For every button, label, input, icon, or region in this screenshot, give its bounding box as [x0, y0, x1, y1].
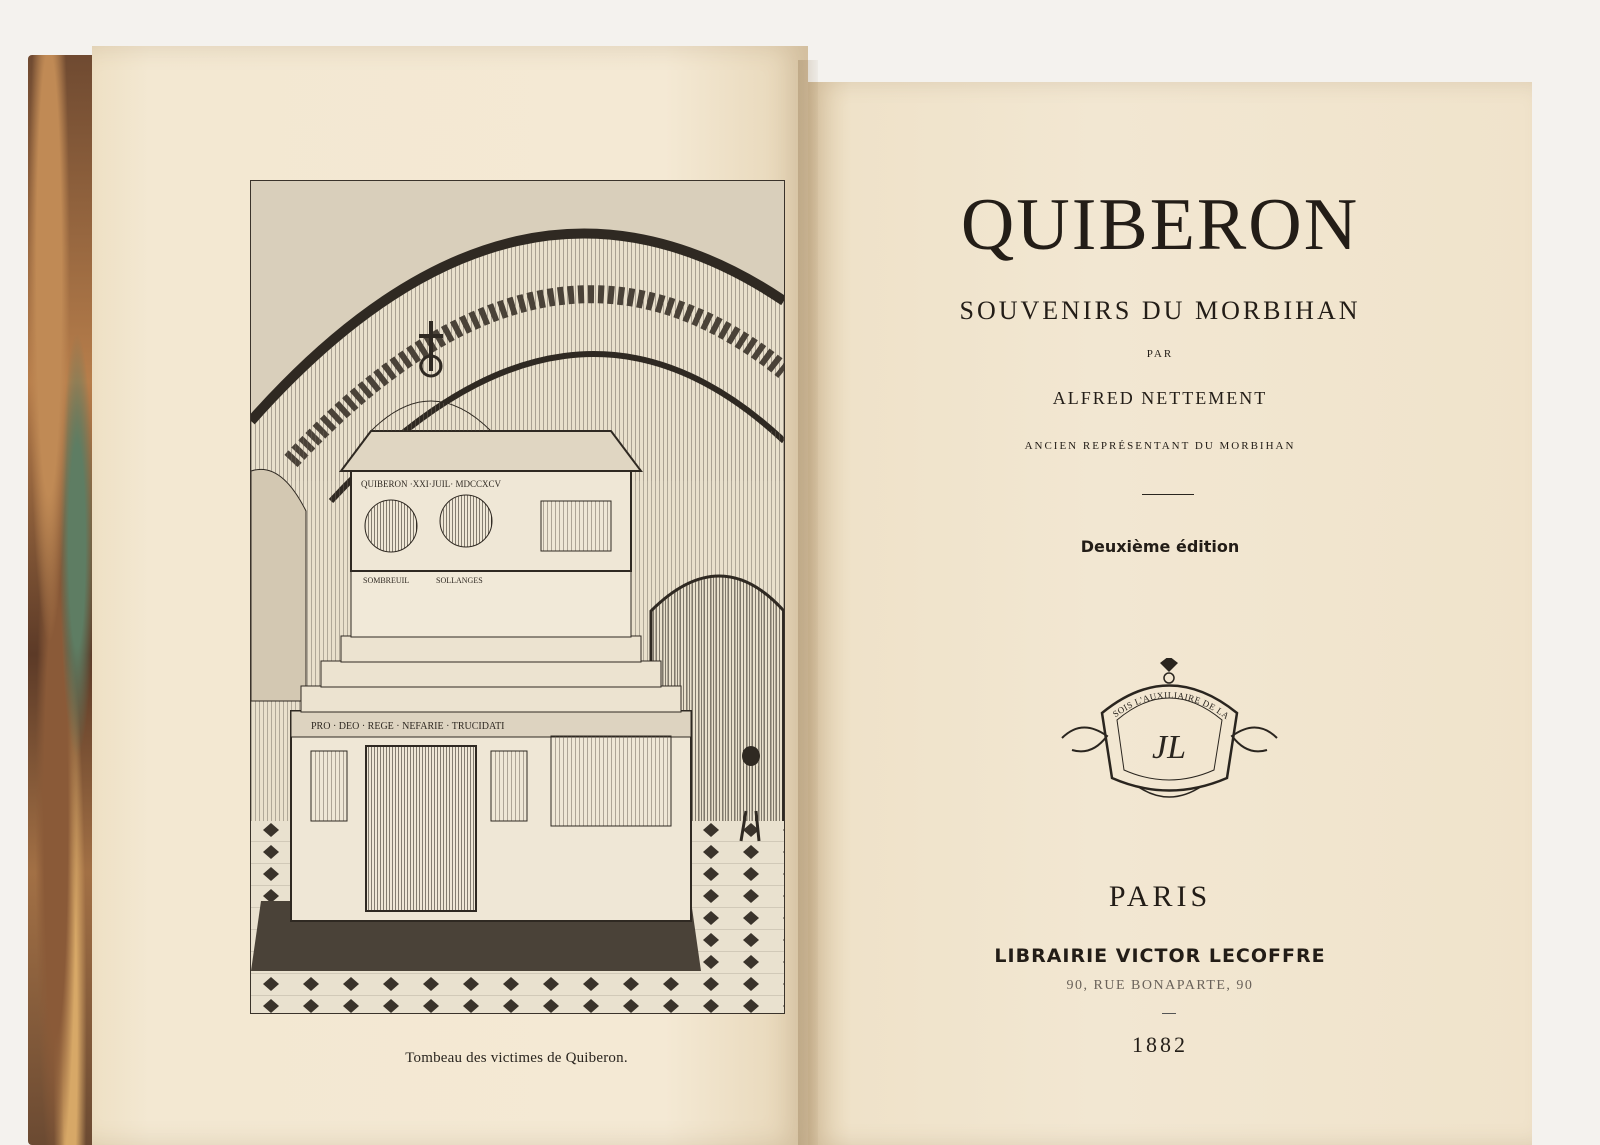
inscription-medallion-left: SOMBREUIL [363, 576, 410, 585]
edition-label: Deuxième édition [1080, 537, 1240, 556]
illustration-caption: Tombeau des victimes de Quiberon. [405, 1050, 628, 1066]
book-spine-marbled-edge [28, 55, 98, 1145]
inscription-upper-band: QUIBERON ·XXI·JUIL· MDCCXCV [361, 479, 501, 489]
publisher-address: 90, RUE BONAPARTE, 90 [1066, 978, 1254, 993]
decorative-dash [1162, 1013, 1176, 1014]
decorative-rule [1142, 494, 1194, 495]
book-subtitle: SOUVENIRS DU MORBIHAN [959, 296, 1361, 325]
publisher-motto: SOIS L'AUXILIAIRE DE LA [1110, 689, 1231, 722]
author-role: ANCIEN REPRÉSENTANT DU MORBIHAN [1024, 440, 1296, 452]
inscription-base-band: PRO · DEO · REGE · NEFARIE · TRUCIDATI [311, 721, 505, 732]
publisher-monogram: JL [1152, 729, 1186, 766]
publisher-name: LIBRAIRIE VICTOR LECOFFRE [994, 945, 1326, 967]
publication-year: 1882 [1132, 1032, 1188, 1057]
publisher-mark-emblem [1052, 658, 1287, 808]
book-gutter [798, 60, 818, 1145]
author-name: ALFRED NETTEMENT [1052, 388, 1268, 408]
book-title: QUIBERON [960, 184, 1360, 266]
frontispiece-engraving [250, 180, 785, 1014]
publication-city: PARIS [1108, 880, 1212, 913]
by-line: PAR [1146, 348, 1174, 360]
inscription-medallion-right: SOLLANGES [436, 576, 483, 585]
